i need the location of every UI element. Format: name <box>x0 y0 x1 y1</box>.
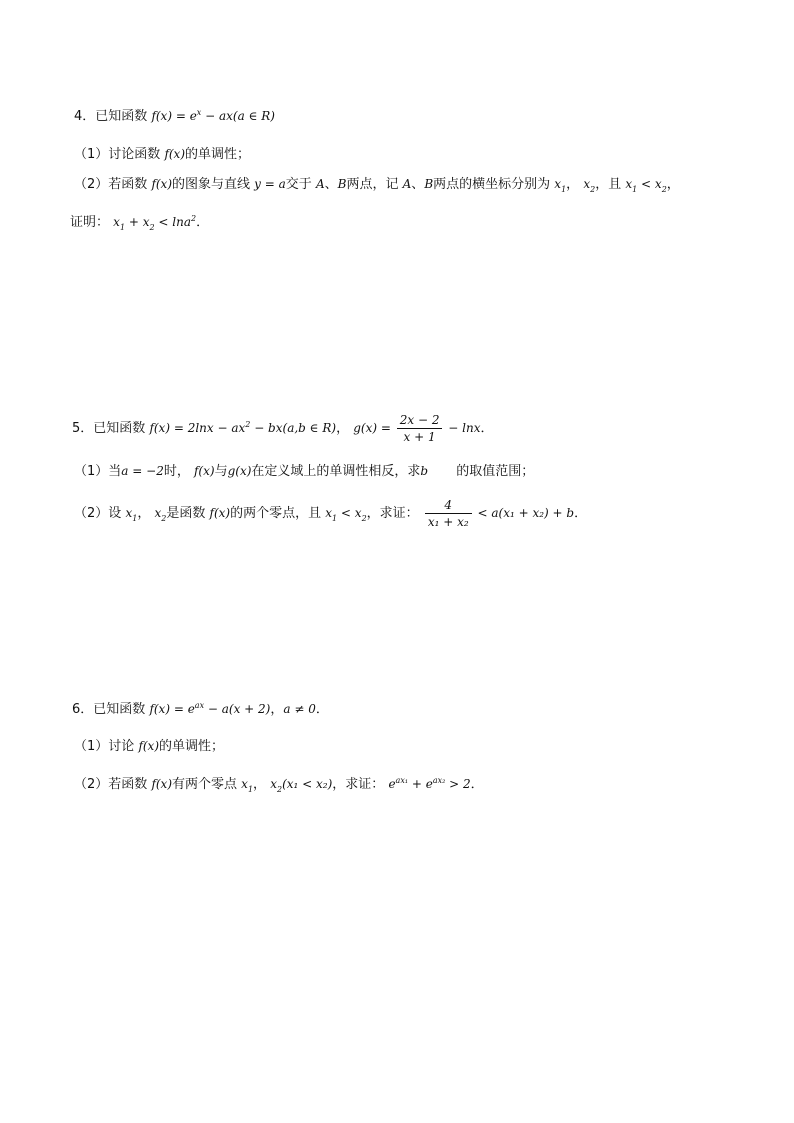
problem-6-stem: 6．已知函数 $f(x) = e^{ax} - a(x + 2)$，a ≠ 0． <box>72 701 329 717</box>
problem-5-stem: 5．已知函数 $f(x) = 2\ln x - ax^2 - bx(a,b$ ∈ R)， g(x) = $\frac{2x - 2}{x + 1}$ − lnx． <box>72 413 494 444</box>
fraction: $\frac{2x - 2}{x + 1}$ <box>397 412 443 445</box>
problem-4-part-2: （2）若函数 f(x)的图象与直线 y = a交于 A、B两点，记 A、B两点的横坐标分别为 $x_1$， $x_2$，且 $x_1 < x_2$， <box>74 177 680 195</box>
problem-6-part-2: （2）若函数 f(x)有两个零点 $x_1$， $x_2(x_1 < x_2)$，求证： $e^{ax_1} + e^{ax_2} > 2$． <box>74 776 484 795</box>
problem-4-stem: 4．已知函数 $f(x) = e^x - ax(a$ ∈ R) <box>74 108 275 124</box>
problem-number: 6． <box>72 702 94 717</box>
problem-number: 5． <box>72 421 94 436</box>
problem-6-part-1: （1）讨论 f(x)的单调性； <box>74 739 225 754</box>
problem-number: 4． <box>74 109 96 124</box>
problem-5-part-1: （1）当a = −2时， f(x)与g(x)在定义域上的单调性相反，求b 的取值范围； <box>74 464 535 479</box>
problem-4-part-1: （1）讨论函数 f(x)的单调性； <box>74 147 251 162</box>
problem-5-part-2: （2）设 $x_1$， $x_2$是函数 f(x)的两个零点，且 $x_1 < x_2$，求证： $\frac{4}{\text{x₁ + x₂}}$ < a(x₁ + x₂) + b． <box>74 498 588 529</box>
fraction: $\frac{4}{\text{x₁ + x₂}}$ <box>425 497 472 530</box>
problem-4-proof: 证明： $x_1 + x_2 < \ln a^2$． <box>70 214 210 233</box>
